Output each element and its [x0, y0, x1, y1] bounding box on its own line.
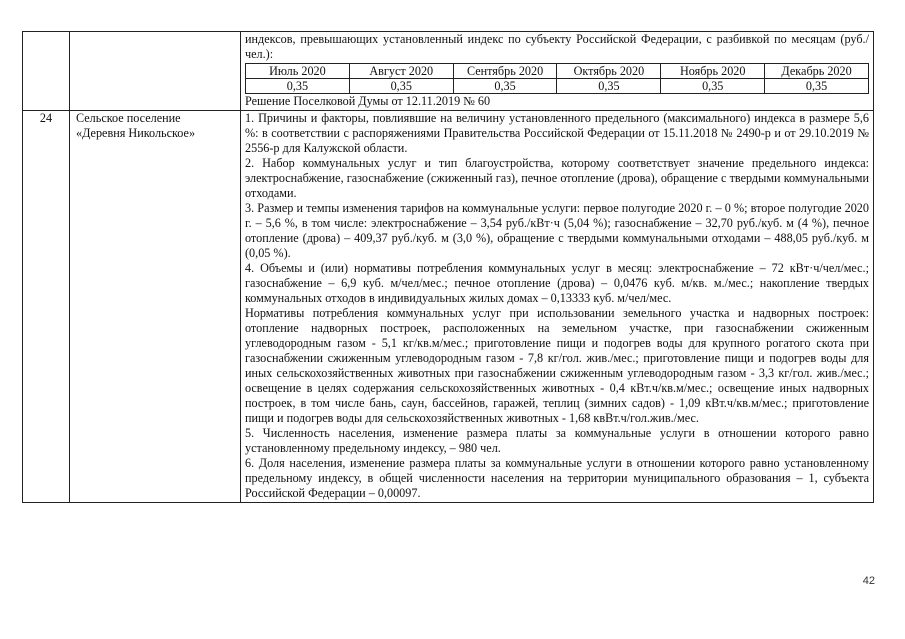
month-header: Август 2020 — [349, 64, 453, 79]
paragraph-tariffs: 3. Размер и темпы изменения тарифов на коммунальные услуги: первое полугодие 2020 г. – 0 %; второе полугодие 2020 г. – 5,6 %, в том числе: электроснабжение – 3,54 руб./кВт·ч (5,04 %); газоснабжение – 32,70 руб./куб. м (4 %), печное отопление (дрова) – 409,37 руб./куб. м (3,0 %), обращение с твердыми коммунальными отходами – 488,05 руб./куб. м (0,05 %). — [245, 201, 869, 260]
intro-text: индексов, превышающих установленный индекс по субъекту Российской Федерации, с разбивкой по месяцам (руб./чел.): — [245, 32, 869, 61]
paragraph-population-share: 6. Доля населения, изменение размера платы за коммунальные услуги в отношении которого равно установленному предельному индексу, в общей численности населения на территории муниципального образования – 1, субъекта Российской Федерации – 0,00097. — [245, 456, 869, 500]
month-value: 0,35 — [453, 79, 557, 94]
month-header: Ноябрь 2020 — [661, 64, 765, 79]
month-value: 0,35 — [661, 79, 765, 94]
settlement-name-line: Сельское поселение — [76, 111, 181, 125]
month-header: Октябрь 2020 — [557, 64, 661, 79]
decision-text: Решение Поселковой Думы от 12.11.2019 № 60 — [245, 94, 491, 108]
month-value: 0,35 — [246, 79, 350, 94]
paragraph-norms: Нормативы потребления коммунальных услуг при использовании земельного участка и надворных построек: отопление надворных построек, расположенных на земельном участке, при газоснабжении сжиженным углеводородным газом - 5,1 кг/кв.м/мес.; приготовление пищи и подогрев воды для крупного рогатого скота при газоснабжении сжиженным углеводородным газом - 7,8 кг/гол. жив./мес.; приготовление пищи и подогрев воды для иных сельскохозяйственных животных при газоснабжении сжиженным углеводородным газом - 3,3 кг/гол. жив./мес.; освещение в целях содержания сельскохозяйственных животных - 0,4 кВт.ч/кв.м/мес.; освещение иных надворных построек, в том числе бань, саун, бассейнов, гаражей, теплиц (зимних садов) - 1,09 кВт.ч/кв.м/мес.; приготовление пищи и подогрев воды для сельскохозяйственных животных - 1,68 квВт.ч/гол.жив./мес. — [245, 306, 869, 425]
table-row — [23, 32, 874, 111]
month-value: 0,35 — [765, 79, 869, 94]
paragraph-services: 2. Набор коммунальных услуг и тип благоустройства, которому соответствует значение предельного индекса: электроснабжение, газоснабжение (сжиженный газ), печное отопление (дрова), обращение с твердыми коммунальными отходами. — [245, 156, 869, 200]
month-value-row — [246, 79, 869, 94]
month-header: Июль 2020 — [246, 64, 350, 79]
paragraph-index-reasons: 1. Причины и факторы, повлиявшие на величину установленного предельного (максимального) индекса в размере 5,6 %: в соответствии с распоряжениями Правительства Российской Федерации от 15.11.2018 № 2490-р и от 29.10.2019 № 2556-р для Калужской области. — [245, 111, 869, 155]
month-header: Сентябрь 2020 — [453, 64, 557, 79]
data-table — [22, 31, 874, 503]
month-header-row — [246, 64, 869, 79]
month-value: 0,35 — [349, 79, 453, 94]
paragraph-population: 5. Численность населения, изменение размера платы за коммунальные услуги в отношении которого равно установленному предельному индексу, – 980 чел. — [245, 426, 869, 455]
row-number-cell: 24 — [23, 111, 70, 503]
settlement-name-cell — [70, 111, 241, 503]
paragraph-volumes: 4. Объемы и (или) нормативы потребления коммунальных услуг в месяц: электроснабжение – 72 кВт·ч/чел/мес.; газоснабжение – 6,9 куб. м/чел/мес.; печное отопление (дрова) – 0,0476 куб. м/кв. м./мес.; накопление твердых коммунальных отходов в индивидуальных жилых домах – 0,13333 куб. м/чел/мес. — [245, 261, 869, 305]
details-cell — [241, 111, 874, 503]
page-number: 42 — [862, 575, 875, 587]
settlement-name-cell — [70, 32, 241, 111]
month-header: Декабрь 2020 — [765, 64, 869, 79]
table-row — [23, 111, 874, 503]
row-number-cell — [23, 32, 70, 111]
monthly-index-table — [245, 63, 869, 94]
month-value: 0,35 — [557, 79, 661, 94]
settlement-name-line: «Деревня Никольское» — [76, 126, 196, 140]
details-cell — [241, 32, 874, 111]
